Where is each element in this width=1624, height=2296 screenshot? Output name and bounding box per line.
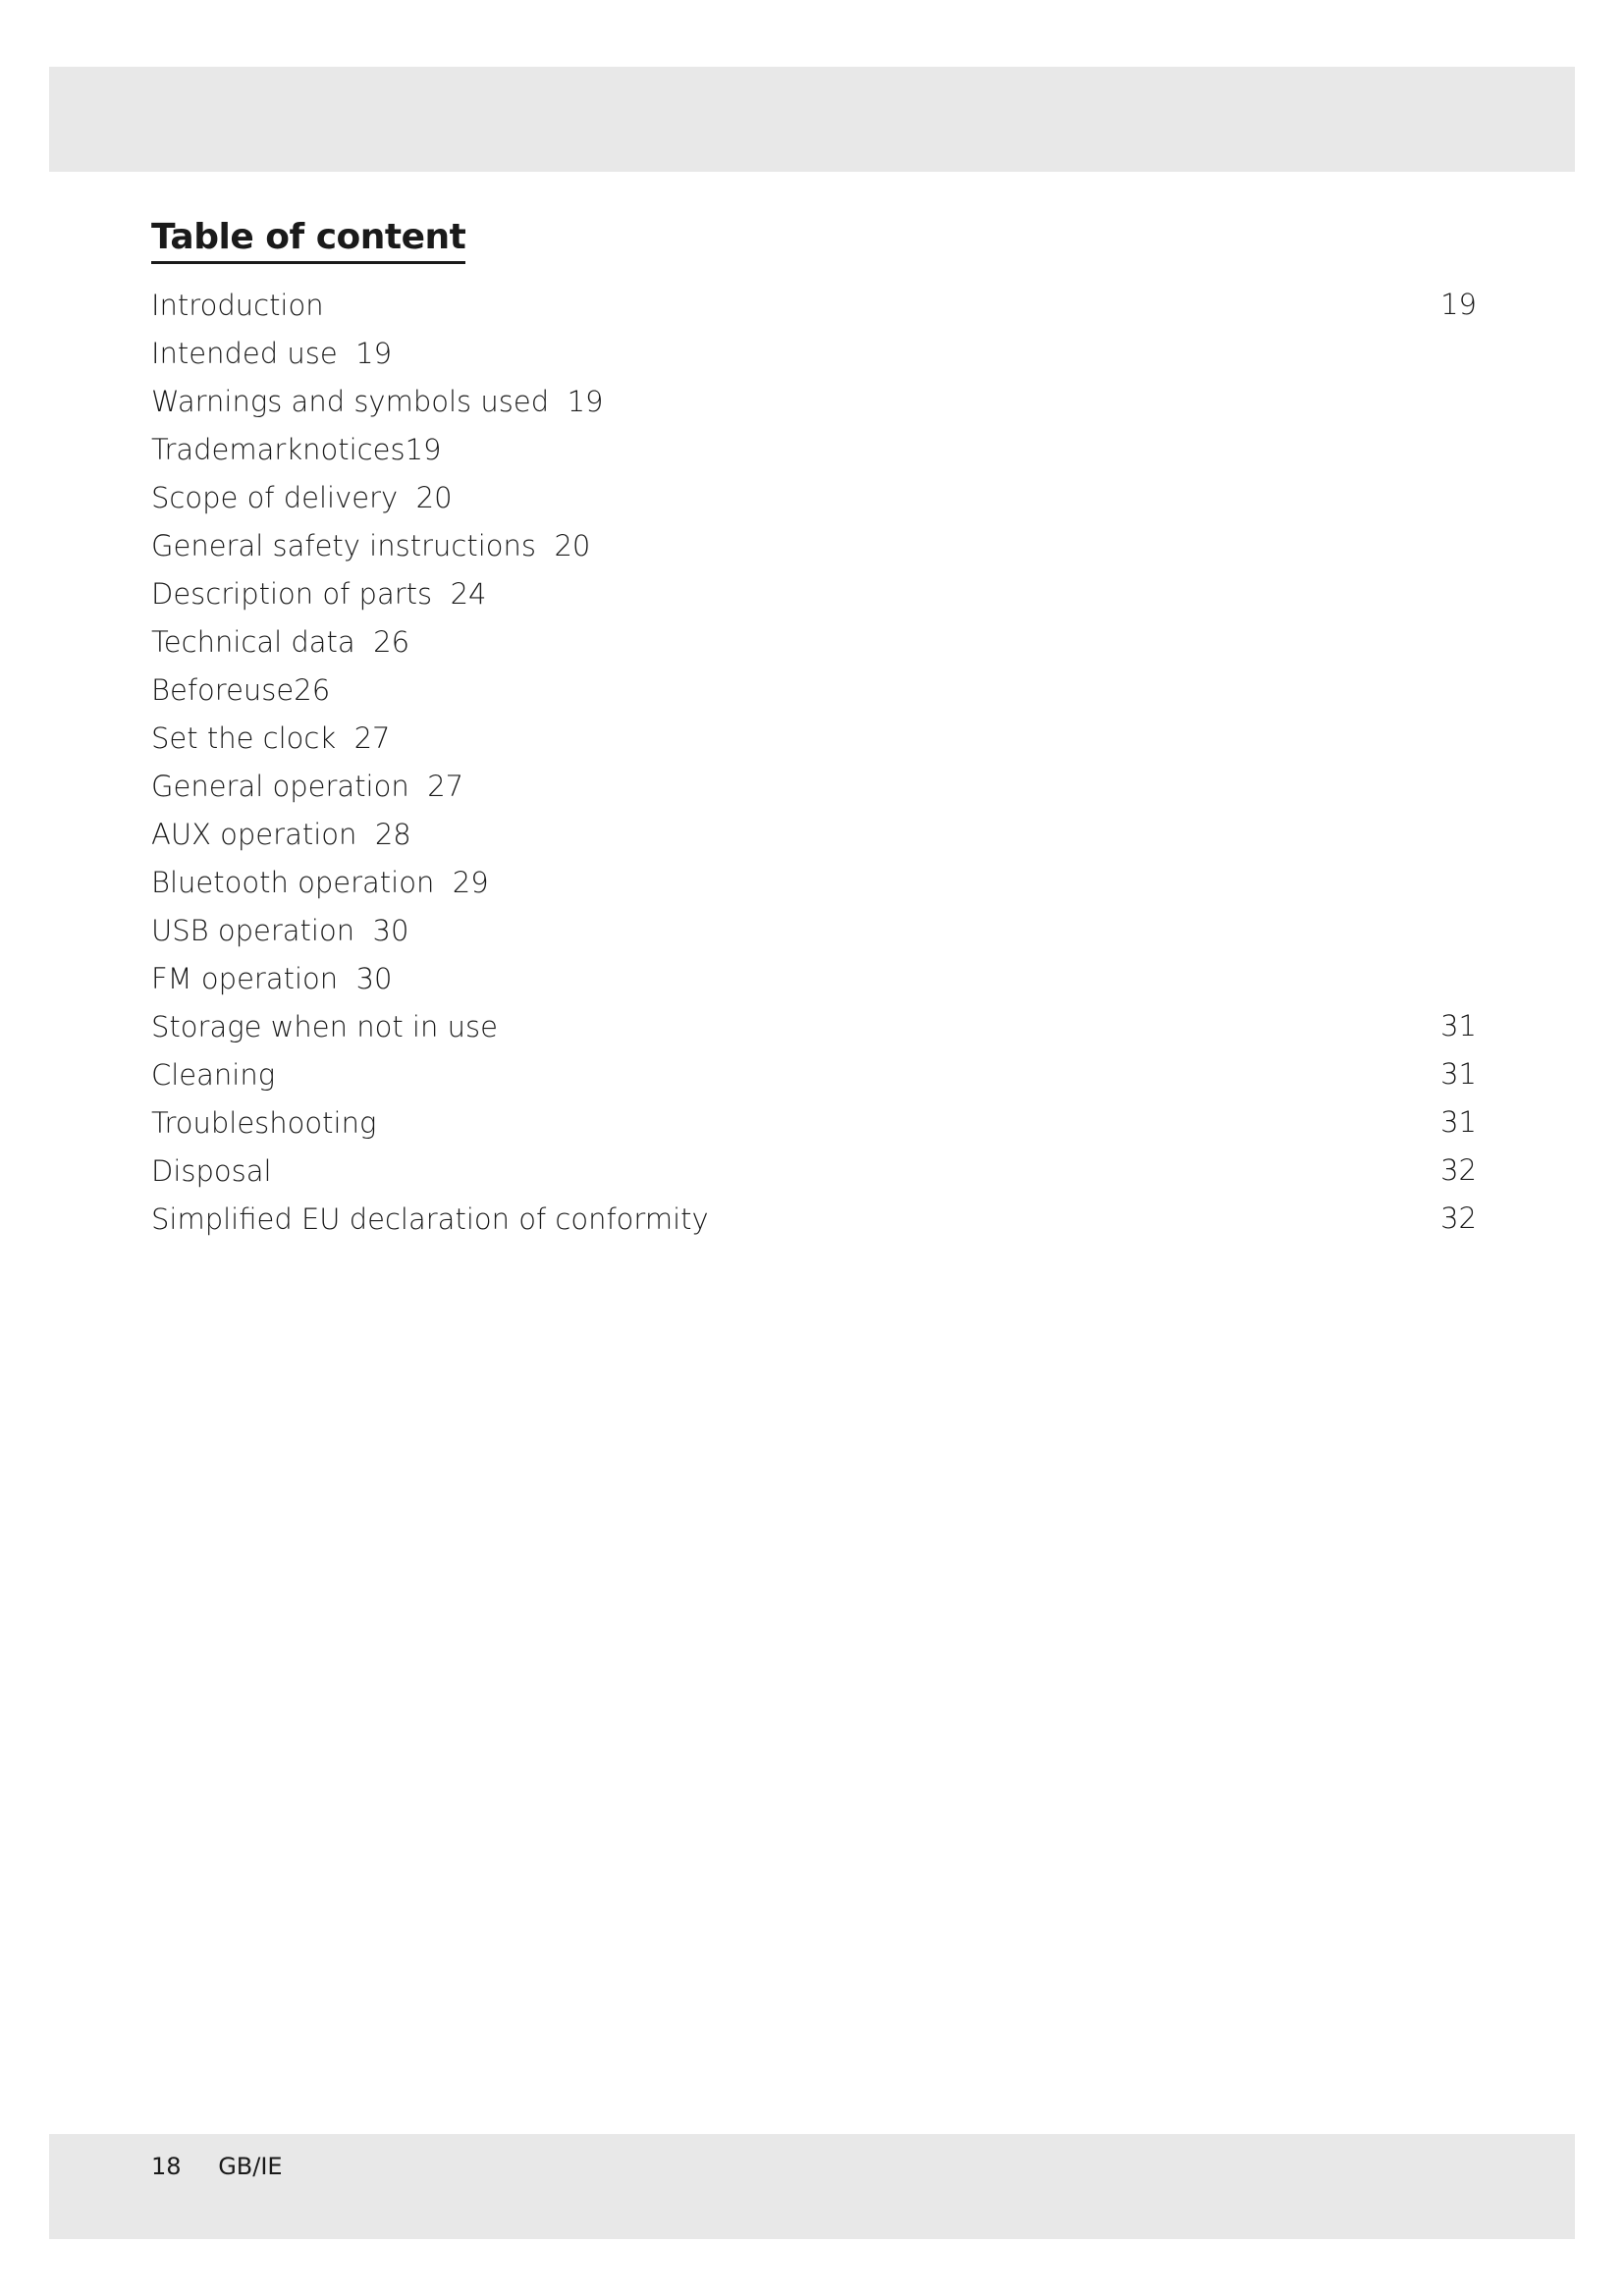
footer xyxy=(151,2151,283,2182)
toc-entry[interactable] xyxy=(151,1098,1477,1147)
toc-entry[interactable] xyxy=(151,954,1477,1002)
toc-entry-separator xyxy=(336,721,353,755)
toc-entry-page: 24 xyxy=(450,576,487,611)
toc-entry[interactable] xyxy=(151,425,1477,473)
toc-entry-label: Storage when not in use xyxy=(151,1009,498,1043)
toc-entry[interactable] xyxy=(151,377,1477,425)
toc-entry[interactable] xyxy=(151,810,1477,858)
toc-entry[interactable] xyxy=(151,714,1477,762)
toc-entry-label: Troubleshooting xyxy=(151,1105,377,1140)
toc-entry-page: 19 xyxy=(567,384,604,418)
toc-entry-page: 19 xyxy=(405,432,442,466)
toc-entry-page: 30 xyxy=(355,961,393,995)
toc-entry-label: Simplified EU declaration of conformity xyxy=(151,1201,709,1236)
page-title: Table of content xyxy=(151,214,465,264)
toc-entry-page: 26 xyxy=(373,624,410,659)
toc-entry-label: General operation xyxy=(151,769,409,803)
toc-entry-separator xyxy=(549,385,567,418)
toc-entry[interactable] xyxy=(151,858,1477,906)
toc-entry-page: 27 xyxy=(353,721,391,755)
toc-entry-separator xyxy=(338,962,355,995)
toc-entry[interactable] xyxy=(151,1195,1477,1243)
toc-entry[interactable] xyxy=(151,569,1477,617)
toc-entry-separator xyxy=(338,337,355,370)
toc-entry-page: 31 xyxy=(1440,1009,1477,1042)
toc-entry[interactable] xyxy=(151,1002,1477,1050)
toc-entry-page: 32 xyxy=(1440,1153,1477,1187)
toc-entry-page: 29 xyxy=(452,865,489,899)
toc-entry-separator xyxy=(355,625,373,659)
toc-entry-separator xyxy=(409,770,427,803)
toc-entry-separator xyxy=(354,914,372,947)
toc-entry[interactable] xyxy=(151,762,1477,810)
toc-entry[interactable] xyxy=(151,617,1477,666)
toc-entry-page: 20 xyxy=(554,528,591,562)
toc-entry[interactable] xyxy=(151,521,1477,569)
toc-entry-label: Disposal xyxy=(151,1153,272,1188)
toc-entry-separator xyxy=(434,866,452,899)
toc-entry-separator xyxy=(398,481,415,514)
toc-entry-separator xyxy=(356,818,374,851)
toc-entry-label: Technical data xyxy=(151,624,355,659)
toc-entry-label: Description of parts xyxy=(151,576,433,611)
toc-entry-page: 27 xyxy=(427,769,464,803)
toc-entry-label: Warnings and symbols used xyxy=(151,384,550,418)
toc-entry[interactable] xyxy=(151,906,1477,954)
toc-entry-label: Bluetooth operation xyxy=(151,865,435,899)
toc-entry-label: Set the clock xyxy=(151,721,337,755)
toc-entry-label: Cleaning xyxy=(151,1057,276,1092)
toc-entry-label: AUX operation xyxy=(151,817,357,851)
toc-entry-page: 31 xyxy=(1440,1105,1477,1139)
toc-entry-page: 19 xyxy=(355,336,393,370)
toc-entry-label: Intended use xyxy=(151,336,338,370)
toc-entry-label: Beforeuse xyxy=(151,672,295,707)
footer-page-number: 18 xyxy=(151,2153,182,2180)
toc-entry[interactable] xyxy=(151,473,1477,521)
toc-entry-label: General safety instructions xyxy=(151,528,537,562)
toc-entry[interactable] xyxy=(151,281,1477,329)
toc-entry-separator xyxy=(432,577,450,611)
header-band xyxy=(49,67,1575,172)
toc-entry[interactable] xyxy=(151,1050,1477,1098)
toc-entry-label: FM operation xyxy=(151,961,339,995)
toc-entry-page: 32 xyxy=(1440,1201,1477,1235)
toc-entry[interactable] xyxy=(151,329,1477,377)
footer-locale: GB/IE xyxy=(218,2153,283,2180)
toc-entry[interactable] xyxy=(151,666,1477,714)
table-of-contents xyxy=(151,281,1477,1243)
toc-entry-label: Trademarknotices xyxy=(151,432,406,466)
toc-entry-label: USB operation xyxy=(151,913,355,947)
toc-entry-label: Introduction xyxy=(151,288,324,322)
toc-entry-page: 30 xyxy=(372,913,409,947)
toc-entry-page: 28 xyxy=(374,817,411,851)
toc-entry[interactable] xyxy=(151,1147,1477,1195)
toc-entry-page: 31 xyxy=(1440,1057,1477,1091)
toc-entry-page: 19 xyxy=(1440,288,1477,321)
toc-entry-page: 26 xyxy=(294,672,331,707)
toc-entry-separator xyxy=(536,529,554,562)
toc-entry-label: Scope of delivery xyxy=(151,480,399,514)
toc-entry-page: 20 xyxy=(415,480,453,514)
